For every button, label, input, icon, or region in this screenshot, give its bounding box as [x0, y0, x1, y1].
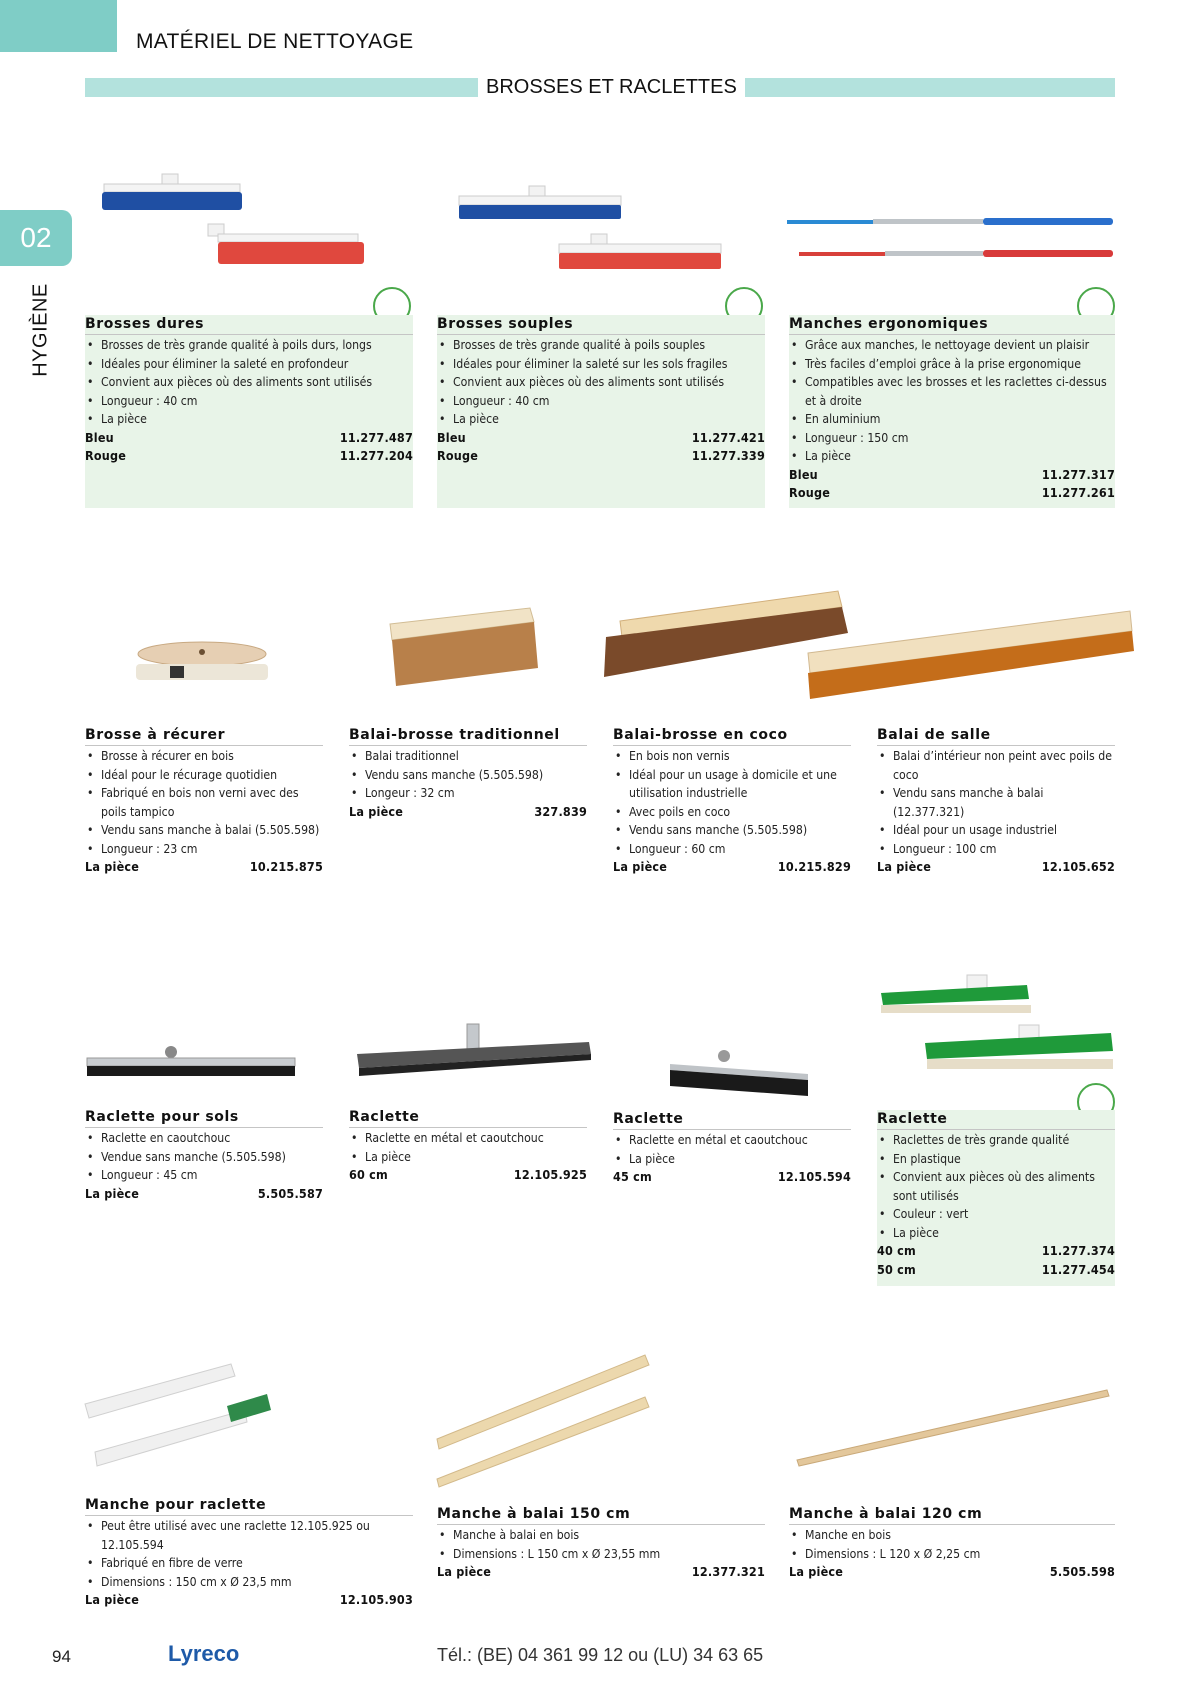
article-code: 11.277.261 — [1041, 485, 1115, 500]
order-row — [349, 803, 587, 822]
scrub-brush-image — [130, 640, 280, 690]
product-name: Brosse à récurer — [85, 726, 323, 746]
bullet: • Idéales pour éliminer la saleté sur les sols fragiles — [437, 355, 765, 374]
article-code: 11.277.487 — [339, 429, 413, 445]
bullet: • Convient aux pièces où des aliments sont utilisés — [877, 1168, 1115, 1205]
bullet: • Longueur : 100 cm — [877, 840, 1115, 859]
bullet: • En aluminium — [789, 410, 1115, 429]
row-label: La pièce — [85, 1185, 140, 1201]
row-label: Bleu — [85, 429, 114, 445]
row-label: 40 cm — [877, 1243, 916, 1258]
plastic-squeegee-image — [877, 975, 1117, 1085]
contact-phone: Tél.: (BE) 04 361 99 12 ou (LU) 34 63 65 — [437, 1645, 764, 1665]
product-bullets — [877, 1131, 1115, 1242]
bullet: • La pièce — [613, 1150, 851, 1169]
bullet: • Grâce aux manches, le nettoyage devient un plaisir — [789, 336, 1115, 355]
coco-brush-image — [600, 585, 1130, 705]
product-name: Raclette — [613, 1110, 851, 1130]
product-bullets — [85, 1129, 323, 1185]
row-label: 45 cm — [613, 1169, 652, 1184]
bullet: • La pièce — [85, 410, 413, 429]
order-row — [85, 447, 413, 466]
row-label: Rouge — [789, 485, 831, 500]
product-name: Balai-brosse traditionnel — [349, 726, 587, 746]
section-title: MATÉRIEL DE NETTOYAGE — [136, 30, 414, 53]
bullet: • Raclette en métal et caoutchouc — [349, 1129, 587, 1148]
product-bullets — [789, 336, 1115, 466]
ergonomic-handle-image — [787, 214, 1127, 264]
bullet: • Compatibles avec les brosses et les raclettes ci-dessus et à droite — [789, 373, 1115, 410]
product-bullets — [85, 747, 323, 858]
product-card — [613, 726, 851, 877]
product-name: Balai de salle — [877, 726, 1115, 746]
bullet: • Vendu sans manche à balai (12.377.321) — [877, 784, 1115, 821]
bullet: • Avec poils en coco — [613, 803, 851, 822]
product-bullets — [613, 747, 851, 858]
order-row — [789, 1563, 1115, 1582]
bullet: • Vendue sans manche (5.505.598) — [85, 1148, 323, 1167]
chapter-label — [26, 280, 56, 380]
product-bullets — [877, 747, 1115, 858]
article-code: 11.277.204 — [339, 448, 413, 463]
bullet: • Longueur : 40 cm — [437, 392, 765, 411]
order-row — [85, 429, 413, 448]
product-card — [85, 726, 323, 877]
bullet: • Brosses de très grande qualité à poils souples — [437, 336, 765, 355]
bullet: • Vendu sans manche (5.505.598) — [613, 821, 851, 840]
article-code: 11.277.454 — [1041, 1261, 1115, 1277]
bullet: • Convient aux pièces où des aliments sont utilisés — [437, 373, 765, 392]
bullet: • Vendu sans manche (5.505.598) — [349, 766, 587, 785]
bullet: • En plastique — [877, 1150, 1115, 1169]
bullet: • La pièce — [877, 1224, 1115, 1243]
article-code: 12.105.652 — [1041, 859, 1115, 874]
row-label: 50 cm — [877, 1261, 916, 1277]
product-name: Brosses dures — [85, 315, 413, 335]
article-code: 12.105.903 — [339, 1592, 413, 1607]
chapter-number: 02 — [0, 210, 72, 266]
order-row — [877, 1261, 1115, 1280]
bullet: • Vendu sans manche à balai (5.505.598) — [85, 821, 323, 840]
bullet: • Dimensions : L 120 x Ø 2,25 cm — [789, 1545, 1115, 1564]
article-code: 5.505.598 — [1049, 1564, 1115, 1579]
article-code: 11.277.421 — [691, 429, 765, 445]
product-bullets — [349, 1129, 587, 1166]
article-code: 5.505.587 — [257, 1185, 323, 1201]
bullet: • Longueur : 45 cm — [85, 1166, 323, 1185]
order-row — [789, 484, 1115, 503]
corner-accent — [0, 0, 117, 52]
bullet: • Dimensions : 150 cm x Ø 23,5 mm — [85, 1573, 413, 1592]
bullet: • Idéal pour le récurage quotidien — [85, 766, 323, 785]
product-bullets — [437, 336, 765, 429]
bullet: • La pièce — [349, 1148, 587, 1167]
order-row — [85, 1591, 413, 1610]
row-label: La pièce — [437, 1564, 492, 1579]
bullet: • Convient aux pièces où des aliments sont utilisés — [85, 373, 413, 392]
row-label: 60 cm — [349, 1167, 388, 1182]
order-row — [437, 447, 765, 466]
row-label: La pièce — [85, 1592, 140, 1607]
product-bullets — [789, 1526, 1115, 1563]
row-label: La pièce — [613, 859, 668, 874]
article-code: 10.215.829 — [777, 859, 851, 874]
bullet: • Très faciles d’emploi grâce à la prise ergonomique — [789, 355, 1115, 374]
product-card — [789, 1505, 1115, 1582]
order-row — [613, 1168, 851, 1187]
page-number: 94 — [52, 1647, 71, 1666]
bullet: • En bois non vernis — [613, 747, 851, 766]
product-bullets — [437, 1526, 765, 1563]
bullet: • Idéales pour éliminer la saleté en profondeur — [85, 355, 413, 374]
bullet: • La pièce — [437, 410, 765, 429]
article-code: 12.105.594 — [777, 1169, 851, 1184]
bullet: • Longeur : 32 cm — [349, 784, 587, 803]
order-row — [877, 858, 1115, 877]
order-row — [789, 466, 1115, 485]
product-card — [85, 315, 413, 508]
row-label: Bleu — [789, 466, 818, 482]
article-code: 11.277.374 — [1041, 1243, 1115, 1258]
product-name: Brosses souples — [437, 315, 765, 335]
squeegee-45-image — [668, 1048, 813, 1098]
row-label: Rouge — [85, 448, 127, 463]
order-row — [85, 858, 323, 877]
product-card — [349, 726, 587, 821]
row-label: La pièce — [349, 803, 404, 819]
broom-handle-150-image — [435, 1355, 655, 1485]
product-bullets — [349, 747, 587, 803]
product-bullets — [85, 1517, 413, 1591]
order-row — [877, 1242, 1115, 1261]
bullet: • Couleur : vert — [877, 1205, 1115, 1224]
article-code: 11.277.317 — [1041, 466, 1115, 482]
bullet: • Raclettes de très grande qualité — [877, 1131, 1115, 1150]
lyreco-logo: Lyreco — [168, 1641, 240, 1666]
product-card — [85, 1108, 323, 1203]
bullet: • Fabriqué en fibre de verre — [85, 1554, 413, 1573]
bullet: • Brosse à récurer en bois — [85, 747, 323, 766]
order-row — [437, 1563, 765, 1582]
article-code: 10.215.875 — [249, 859, 323, 874]
order-row — [613, 858, 851, 877]
row-label: La pièce — [789, 1564, 844, 1579]
bullet: • Dimensions : L 150 cm x Ø 23,55 mm — [437, 1545, 765, 1564]
product-name: Raclette pour sols — [85, 1108, 323, 1128]
bullet: • Idéal pour un usage industriel — [877, 821, 1115, 840]
bullet: • Manche en bois — [789, 1526, 1115, 1545]
soft-brush-image — [455, 186, 735, 286]
hard-brush-image — [100, 172, 270, 282]
bullet: • Brosses de très grande qualité à poils durs, longs — [85, 336, 413, 355]
product-card — [85, 1496, 413, 1610]
bullet: • Longueur : 60 cm — [613, 840, 851, 859]
row-label: Bleu — [437, 429, 466, 445]
subtitle: BROSSES ET RACLETTES — [478, 74, 745, 101]
bullet: • Idéal pour un usage à domicile et une utilisation industrielle — [613, 766, 851, 803]
bullet: • Longueur : 40 cm — [85, 392, 413, 411]
bullet: • Balai d’intérieur non peint avec poils de coco — [877, 747, 1115, 784]
row-label: La pièce — [85, 859, 140, 874]
bullet: • La pièce — [789, 447, 1115, 466]
product-bullets — [613, 1131, 851, 1168]
bullet: • Raclette en caoutchouc — [85, 1129, 323, 1148]
bullet: • Balai traditionnel — [349, 747, 587, 766]
row-label: Rouge — [437, 448, 479, 463]
product-name: Raclette — [349, 1108, 587, 1128]
bullet: • Longueur : 150 cm — [789, 429, 1115, 448]
product-card — [789, 315, 1115, 508]
article-code: 12.105.925 — [513, 1167, 587, 1182]
row-label: La pièce — [877, 859, 932, 874]
bullet: • Peut être utilisé avec une raclette 12.105.925 ou 12.105.594 — [85, 1517, 413, 1554]
product-name: Manche pour raclette — [85, 1496, 413, 1516]
product-bullets — [85, 336, 413, 429]
order-row — [437, 429, 765, 448]
article-code: 11.277.339 — [691, 448, 765, 463]
order-row — [85, 1185, 323, 1204]
product-name: Manche à balai 120 cm — [789, 1505, 1115, 1525]
traditional-brush-image — [382, 600, 542, 690]
squeegee-60-image — [355, 1022, 595, 1082]
product-card — [877, 726, 1115, 877]
product-card — [437, 315, 765, 508]
product-name: Manches ergonomiques — [789, 315, 1115, 335]
product-card — [349, 1108, 587, 1185]
bullet: • Manche à balai en bois — [437, 1526, 765, 1545]
broom-handle-120-image — [795, 1390, 1115, 1470]
squeegee-handle-image — [85, 1360, 275, 1460]
bullet: • Fabriqué en bois non verni avec des poils tampico — [85, 784, 323, 821]
bullet: • Longueur : 23 cm — [85, 840, 323, 859]
article-code: 327.839 — [534, 803, 587, 819]
product-card — [877, 1110, 1115, 1286]
chapter-label-text: HYGIÈNE — [29, 283, 52, 377]
order-row — [349, 1166, 587, 1185]
bullet: • Raclette en métal et caoutchouc — [613, 1131, 851, 1150]
product-card — [437, 1505, 765, 1582]
product-name: Balai-brosse en coco — [613, 726, 851, 746]
floor-squeegee-image — [85, 1040, 300, 1080]
product-name: Raclette — [877, 1110, 1115, 1130]
article-code: 12.377.321 — [691, 1564, 765, 1579]
product-name: Manche à balai 150 cm — [437, 1505, 765, 1525]
product-card — [613, 1110, 851, 1187]
